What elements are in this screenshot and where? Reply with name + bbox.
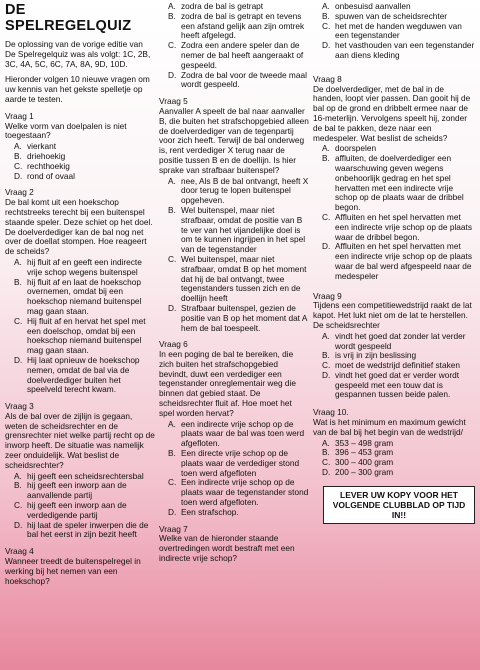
question-text: Tijdens een competitiewedstrijd raakt de lat kapot. Het lukt niet om de lat te herstellen. De scheidsrechter: [313, 300, 472, 330]
copy-deadline-notice: LEVER UW KOPY VOOR HET VOLGENDE CLUBBLAD OP TIJD IN!!: [323, 486, 475, 524]
answer-options: [313, 144, 476, 281]
answer-options: [313, 332, 476, 401]
answer-option-d: D. hij laat de speler inwerpen die de bal het eerst in zijn bezit heeft: [14, 519, 149, 540]
answer-option-d: D. Hij laat opnieuw de hoekschop nemen, omdat de bal via de doelverdediger buiten het speelveld terecht kwam.: [14, 354, 140, 395]
question-heading: Vraag 6: [159, 339, 188, 350]
answer-option-b: B. Een directe vrije schop op de plaats waar de verdediger stond toen werd afgefloten: [168, 448, 300, 478]
question-heading: Vraag 10.: [313, 407, 349, 418]
answer-option-b: B. affluiten, de doelverdediger een waarschuwing geven wegens onbehoorlijk gedrag en het spel hervatten met een indirecte vrije schop op de plaats waar de dribbel begon.: [322, 153, 464, 213]
question-5: [159, 97, 309, 333]
question-heading: Vraag 5: [159, 96, 188, 107]
question-7-answer-options: [313, 2, 476, 61]
intro-paragraph-1: De oplossing van de vorige editie van De Spelregelquiz was als volgt: 1C, 2B, 3C, 4A, 5C, 6C, 7A, 8A, 9D, 10D.: [5, 39, 151, 69]
question-text: De doelverdediger, met de bal in de handen, loopt vier passen. Dan gooit hij de bal op de grond en dribbelt ermee naar de 16-meterlijn. Vervolgens speelt hij, zonder de bal te pakken, deze naar een medespeler. Wat beslist de scheids?: [313, 83, 471, 143]
answer-option-b: B. driehoekig: [14, 150, 66, 161]
answer-options: [5, 142, 155, 181]
answer-option-a: A. onbesuisd aanvallen: [322, 1, 411, 11]
answer-option-a: A. nee, Als B de bal ontvangt, heeft X door terug te lopen buitenspel opgeheven.: [168, 175, 309, 206]
answer-option-d: D. Een strafschop.: [168, 506, 239, 517]
question-8: [313, 75, 476, 282]
answer-option-a: A. hij geeft een scheidsrechtersbal: [14, 470, 144, 481]
answer-option-b: B. is vrij in zijn beslissing: [322, 350, 417, 361]
answer-option-b: B. hij fluit af en laat de hoekschop overnemen, omdat bij een hoekschop niemand buitenspel mag gaan staan.: [14, 276, 142, 316]
question-text: Welke vorm van doelpalen is niet toegestaan?: [5, 120, 127, 141]
answer-option-d: D. Zodra de bal voor de tweede maal wordt gespeeld.: [168, 69, 307, 90]
answer-option-d: D. 200 – 300 gram: [322, 467, 394, 478]
column-3: [313, 0, 476, 524]
question-2: [5, 188, 155, 395]
answer-option-a: A. 353 – 498 gram: [322, 437, 394, 448]
answer-option-b: B. zodra de bal is getrapt en tevens een afstand gelijk aan zijn omtrek heeft afgelegd.: [168, 10, 305, 41]
question-text: Wat is het minimum en maximum gewicht van de bal bij het begin van de wedstrijd/: [313, 417, 466, 437]
answer-option-c: C. Affluiten en het spel hervatten met een indirecte vrije schop op de plaats waar de dribbel begon.: [322, 211, 472, 242]
question-7: [159, 525, 309, 564]
answer-option-a: A. doorspelen: [322, 143, 377, 154]
answer-option-c: C. Een indirecte vrije schop op de plaats waar de tegenstander stond toen werd afgefloten.: [168, 477, 309, 508]
answer-option-a: A. vierkant: [14, 141, 57, 152]
answer-option-a: A. een indirecte vrije schop op de plaats waar de bal was toen werd afgefloten.: [168, 418, 305, 449]
answer-option-c: C. moet de wedstrijd definitief staken: [322, 360, 460, 371]
answer-options: [159, 177, 309, 334]
question-heading: Vraag 7: [159, 523, 188, 534]
question-text: Als de bal over de zijlijn is gegaan, weten de scheidsrechter en de grensrechter niet welke partij recht op de inworp heeft. De situatie was namelijk zeer onduidelijk. Wat beslist de scheidsrechter?: [5, 410, 155, 470]
answer-option-c: C. hij geeft een inworp aan de verdedigende partij: [14, 500, 127, 520]
column-2: [159, 0, 309, 568]
intro-paragraph-2: Hieronder volgen 10 nieuwe vragen om uw kennis van het gekste spelletje op aarde te testen.: [5, 74, 150, 104]
answer-option-b: B. 396 – 453 gram: [322, 447, 394, 458]
question-text: In een poging de bal te bereiken, die zich buiten het strafschopgebied bevindt, duwt een verdediger een tegenstander onreglementair weg die binnen dat gebied staat. De scheidsrechter fluit af. Hoe moet het spel worden hervat?: [159, 349, 296, 418]
answer-option-c: C. Wel buitenspel, maar niet strafbaar, omdat B op het moment dat hij de bal ontvangt, twee tegenstanders tussen zich en de doellijn heeft: [168, 253, 307, 304]
column-1: [5, 0, 155, 590]
question-heading: Vraag 4: [5, 546, 34, 557]
question-9: [313, 292, 476, 401]
question-text: De bal komt uit een hoekschop rechtstreeks terecht bij een buitenspel staande speler. Deze schiet op het doel. De doelverdediger kan de bal nog net over de doellat stompen. Hoe reageert de scheids?: [5, 197, 153, 257]
answer-option-d: D. vindt het goed dat er verder wordt gespeeld met een touw dat is gespannen tussen beide palen.: [322, 369, 460, 400]
question-heading: Vraag 3: [5, 401, 34, 412]
answer-option-a: A. hij fluit af en geeft een indirecte vrije schop wegens buitenspel: [14, 256, 142, 277]
question-heading: Vraag 8: [313, 73, 342, 84]
question-6: [159, 340, 309, 517]
answer-option-b: B. spuwen van de scheidsrechter: [322, 10, 448, 21]
answer-option-a: A. zodra de bal is getrapt: [168, 1, 264, 11]
answer-option-c: C. het met de handen wegduwen van een tegenstander: [322, 20, 462, 41]
question-3: [5, 402, 155, 540]
answer-option-d: D. het vasthouden van een tegenstander aan diens kleding: [322, 40, 475, 60]
page-title: DE SPELREGELQUIZ: [5, 2, 132, 34]
question-10: [313, 408, 476, 478]
answer-option-d: D. rond of ovaal: [14, 170, 75, 181]
answer-option-b: B. hij geeft een inworp aan de aanvallende partij: [14, 480, 127, 501]
answer-options: [5, 258, 155, 395]
answer-option-d: D. Affluiten en het spel hervatten met een indirecte vrije schop op de plaats waar de bal werd afgespeeld naar de medespeler: [322, 241, 472, 281]
question-heading: Vraag 9: [313, 290, 342, 301]
answer-option-c: C. rechthoekig: [14, 160, 70, 171]
answer-options: [313, 439, 476, 478]
question-text: Welke van de hieronder staande overtredingen wordt bestraft met een indirecte vrije schop?: [159, 533, 295, 564]
answer-option-c: C. Hij fluit af en hervat het spel met een doelschop, omdat bij een hoekschop niemand buitenspel mag gaan staan.: [14, 315, 146, 356]
question-1: [5, 112, 155, 182]
answer-option-a: A. vindt het goed dat zonder lat verder wordt gespeeld: [322, 330, 466, 351]
answer-option-d: D. Strafbaar buitenspel, gezien de positie van B op het moment dat A hem de bal toespeelt.: [168, 302, 307, 333]
question-text: Aanvaller A speelt de bal naar aanvaller B, die buiten het strafschopgebied alleen de doelverdediger van de tegenpartij voor zich heeft. Terwijl de bal onderweg is, rent verdediger X terug naar de positie tussen B en de doellijn. Is hier sprake van strafbaar buitenspel?: [159, 105, 309, 175]
question-heading: Vraag 2: [5, 187, 34, 198]
answer-option-b: B. Wel buitenspel, maar niet strafbaar, omdat de positie van B te ver van het vijandelijke doel is om te kunnen ingrijpen in het spel van de tegenstander: [168, 204, 306, 255]
question-heading: Vraag 1: [5, 110, 34, 121]
answer-option-c: C. 300 – 400 gram: [322, 457, 394, 468]
answer-options: [159, 420, 309, 518]
question-4: [5, 547, 155, 586]
question-text: Wanneer treedt de buitenspelregel in werking bij het nemen van een hoekschop?: [5, 556, 141, 586]
question-4-answer-options: [159, 2, 309, 90]
answer-options: [5, 472, 155, 541]
answer-option-c: C. Zodra een andere speler dan de nemer de bal heeft aangeraakt of gespeeld.: [168, 40, 304, 70]
